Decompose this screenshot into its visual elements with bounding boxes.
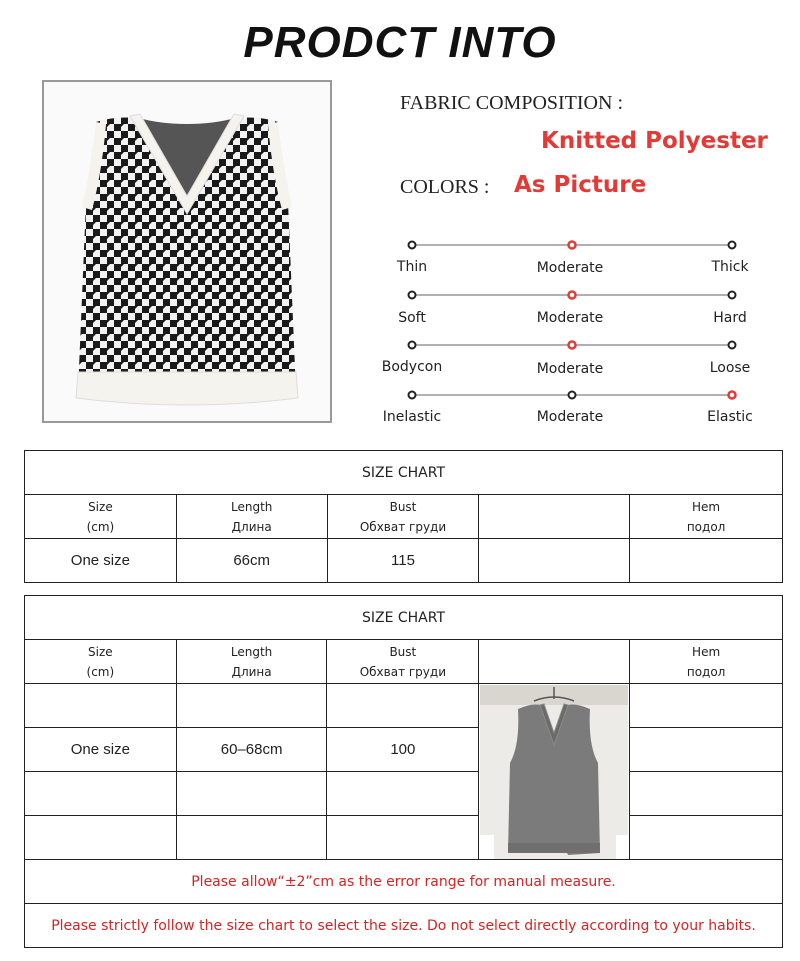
size-selection-note: Please strictly follow the size chart to select the size. Do not select directly according to your habits. bbox=[25, 904, 783, 948]
header-bust-ru: Обхват груди bbox=[359, 519, 447, 534]
cell-bust: 100 bbox=[327, 728, 479, 772]
measurement-error-note: Please allow“±2”cm as the error range for manual measure. bbox=[25, 860, 783, 904]
size-chart-table-1 bbox=[24, 450, 783, 583]
scale-dot-selected bbox=[569, 342, 576, 349]
cell-hem bbox=[630, 539, 783, 583]
scale-dot bbox=[729, 292, 736, 299]
cell-empty bbox=[630, 684, 783, 728]
header-hem-en: Hem bbox=[692, 644, 721, 659]
cell-empty bbox=[176, 684, 327, 728]
scale-label-soft: Soft bbox=[398, 310, 426, 326]
gray-vest-photo-cell bbox=[479, 684, 630, 860]
header-size-unit: (cm) bbox=[86, 664, 115, 679]
scale-row-thickness bbox=[409, 242, 736, 249]
cell-length: 60–68cm bbox=[176, 728, 327, 772]
scale-dot bbox=[409, 242, 416, 249]
gray-vest-image bbox=[480, 685, 628, 859]
scale-dot bbox=[569, 392, 576, 399]
scale-row-softness bbox=[409, 292, 736, 299]
cell-empty bbox=[25, 684, 177, 728]
scale-dot bbox=[729, 342, 736, 349]
header-empty bbox=[479, 495, 630, 539]
header-bust bbox=[327, 640, 479, 684]
header-hem-ru: подол bbox=[686, 664, 726, 679]
scale-dot bbox=[409, 392, 416, 399]
header-size-en: Size bbox=[88, 644, 113, 659]
header-hem bbox=[630, 640, 783, 684]
header-length bbox=[176, 495, 327, 539]
cell-length: 66cm bbox=[176, 539, 327, 583]
page-title: PRODCT INTO bbox=[243, 18, 557, 67]
scale-label-moderate: Moderate bbox=[536, 361, 604, 377]
header-length-ru: Длина bbox=[231, 519, 272, 534]
header-length-en: Length bbox=[230, 644, 273, 659]
fabric-composition-value: Knitted Polyester bbox=[541, 128, 768, 154]
cell-size: One size bbox=[25, 539, 177, 583]
cell-empty bbox=[25, 816, 177, 860]
header-bust-en: Bust bbox=[389, 499, 417, 514]
scale-dot bbox=[729, 242, 736, 249]
scale-dot bbox=[409, 292, 416, 299]
scale-label-elastic: Elastic bbox=[707, 409, 753, 425]
header-length bbox=[176, 640, 327, 684]
header-size-en: Size bbox=[88, 499, 113, 514]
scale-dot-selected bbox=[569, 292, 576, 299]
size-chart-title: SIZE CHART bbox=[25, 451, 783, 495]
colors-value: As Picture bbox=[514, 172, 647, 198]
header-bust bbox=[327, 495, 479, 539]
header-bust-en: Bust bbox=[389, 644, 417, 659]
size-chart-table-2 bbox=[24, 595, 783, 948]
header-empty bbox=[479, 640, 630, 684]
scale-label-moderate: Moderate bbox=[536, 310, 604, 326]
houndstooth-vest-image bbox=[44, 82, 330, 421]
header-bust-ru: Обхват груди bbox=[359, 664, 446, 679]
header-hem-en: Hem bbox=[692, 499, 721, 514]
cell-hem bbox=[630, 728, 783, 772]
header-hem bbox=[630, 495, 783, 539]
cell-empty bbox=[327, 772, 479, 816]
cell-empty bbox=[176, 816, 327, 860]
header-length-en: Length bbox=[230, 499, 273, 514]
cell-empty bbox=[176, 772, 327, 816]
scale-label-inelastic: Inelastic bbox=[382, 409, 442, 425]
scale-label-hard: Hard bbox=[713, 310, 747, 326]
header-size-unit: (cm) bbox=[86, 519, 115, 534]
header-size bbox=[25, 640, 177, 684]
scale-dot bbox=[409, 342, 416, 349]
scale-row-fit bbox=[409, 342, 736, 349]
product-photo-houndstooth-vest bbox=[42, 80, 332, 423]
cell-size: One size bbox=[25, 728, 177, 772]
cell-bust: 115 bbox=[327, 539, 479, 583]
colors-label: COLORS : bbox=[400, 176, 490, 198]
cell-empty bbox=[630, 816, 783, 860]
scale-dot-selected bbox=[569, 242, 576, 249]
scale-label-thin: Thin bbox=[396, 259, 428, 275]
header-hem-ru: подол bbox=[686, 519, 726, 534]
scale-dot-selected bbox=[729, 392, 736, 399]
size-chart-title: SIZE CHART bbox=[25, 596, 783, 640]
fabric-composition-label: FABRIC COMPOSITION : bbox=[400, 92, 623, 114]
header-size bbox=[25, 495, 177, 539]
cell-empty bbox=[479, 539, 630, 583]
scale-label-loose: Loose bbox=[709, 360, 751, 376]
header-length-ru: Длина bbox=[231, 664, 272, 679]
cell-empty bbox=[25, 772, 177, 816]
cell-empty bbox=[327, 684, 479, 728]
cell-empty bbox=[327, 816, 479, 860]
cell-empty bbox=[630, 772, 783, 816]
scale-label-bodycon: Bodycon bbox=[381, 359, 443, 375]
scale-label-thick: Thick bbox=[711, 259, 749, 275]
scale-row-elasticity bbox=[409, 392, 736, 399]
scale-label-moderate: Moderate bbox=[536, 409, 604, 425]
scale-label-moderate: Moderate bbox=[536, 260, 604, 276]
